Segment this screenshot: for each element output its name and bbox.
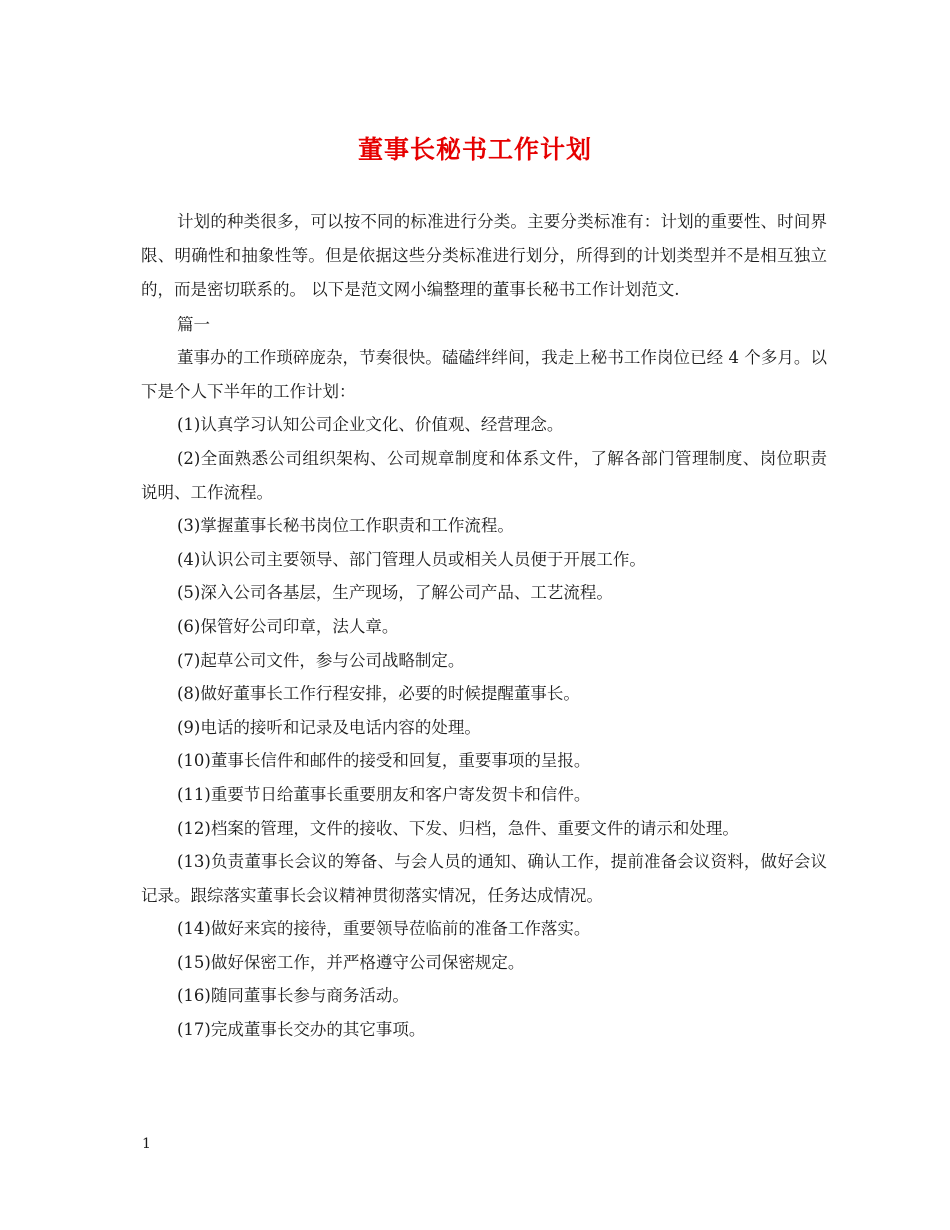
plan-item-15: (15)做好保密工作，并严格遵守公司保密规定。 bbox=[177, 952, 525, 972]
plan-item-13: (13)负责董事长会议的筹备、与会人员的通知、确认工作，提前准备会议资料，做好会议记录。跟综落实董事长会议精神贯彻落实情况，任务达成情况。 bbox=[141, 852, 827, 905]
document-body bbox=[141, 205, 827, 1047]
plan-item-3: (3)掌握董事长秘书岗位工作职责和工作流程。 bbox=[177, 516, 514, 536]
plan-item-1: (1)认真学习认知公司企业文化、价值观、经营理念。 bbox=[177, 415, 564, 435]
plan-item-12: (12)档案的管理，文件的接收、下发、归档，急件、重要文件的请示和处理。 bbox=[177, 818, 739, 838]
section-label: 篇一 bbox=[177, 314, 210, 334]
plan-item-5: (5)深入公司各基层，生产现场，了解公司产品、工艺流程。 bbox=[177, 583, 613, 603]
plan-item-6: (6)保管好公司印章，法人章。 bbox=[177, 616, 399, 636]
plan-item-14: (14)做好来宾的接待，重要领导莅临前的准备工作落实。 bbox=[177, 919, 591, 939]
plan-item-16: (16)随同董事长参与商务活动。 bbox=[177, 986, 409, 1006]
plan-item-9: (9)电话的接听和记录及电话内容的处理。 bbox=[177, 717, 481, 737]
page-number: 1 bbox=[142, 1136, 151, 1152]
section-intro-paragraph: 董事办的工作琐碎庞杂，节奏很快。磕磕绊绊间，我走上秘书工作岗位已经 4 个多月。以下是个人下半年的工作计划： bbox=[141, 348, 827, 401]
intro-paragraph: 计划的种类很多，可以按不同的标准进行分类。主要分类标准有：计划的重要性、时间界限、明确性和抽象性等。但是依据这些分类标准进行划分，所得到的计划类型并不是相互独立的，而是密切联系的。 以下是范文网小编整理的董事长秘书工作计划范文. bbox=[141, 212, 827, 300]
plan-item-4: (4)认识公司主要领导、部门管理人员或相关人员便于开展工作。 bbox=[177, 549, 646, 569]
plan-item-11: (11)重要节日给董事长重要朋友和客户寄发贺卡和信件。 bbox=[177, 784, 591, 804]
document-title: 董事长秘书工作计划 bbox=[357, 135, 592, 164]
plan-item-8: (8)做好董事长工作行程安排，必要的时候提醒董事长。 bbox=[177, 684, 580, 704]
plan-item-17: (17)完成董事长交办的其它事项。 bbox=[177, 1020, 426, 1040]
plan-item-2: (2)全面熟悉公司组织架构、公司规章制度和体系文件，了解各部门管理制度、岗位职责说明、工作流程。 bbox=[141, 448, 827, 502]
plan-item-10: (10)董事长信件和邮件的接受和回复，重要事项的呈报。 bbox=[177, 751, 591, 771]
plan-item-7: (7)起草公司文件，参与公司战略制定。 bbox=[177, 650, 465, 670]
